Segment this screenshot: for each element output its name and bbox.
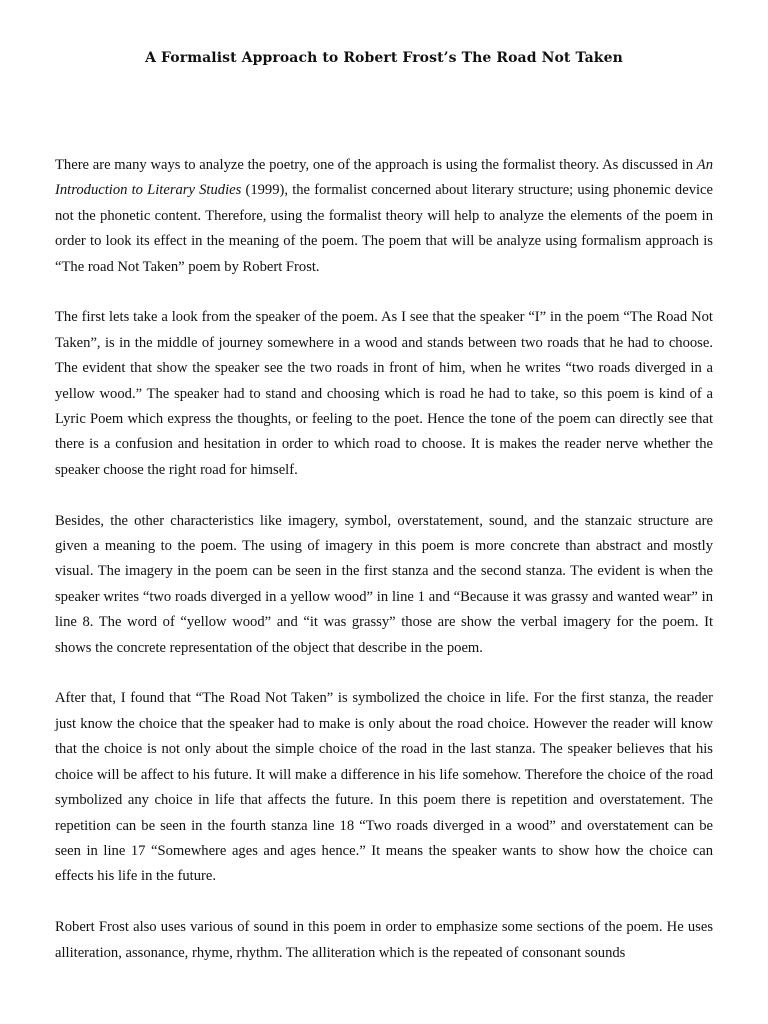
paragraph-1-text-end: (1999), the formalist concerned about literary structure; using phonemic device not the phonetic content. Therefore, using the formalist theory will help to analyze the elements of the poem in order to look its effect in the meaning of the poem. The poem that will be analyze using formalism approach is “The road Not Taken” poem by Robert Frost. [55, 182, 713, 275]
paragraph-3: Besides, the other characteristics like imagery, symbol, overstatement, sound, and the stanzaic structure are given a meaning to the poem. The using of imagery in this poem is more concrete than abstract and mostly visual. The imagery in the poem can be seen in the first stanza and the second stanza. The evident is when the speaker writes “two roads diverged in a yellow wood” in line 1 and “Because it was grassy and wanted wear” in line 8. The word of “yellow wood” and “it was grassy” those are show the verbal imagery for the poem. It shows the concrete representation of the object that describe in the poem. [55, 512, 713, 656]
paragraph-5: Robert Frost also uses various of sound in this poem in order to emphasize some sections of the poem. He uses alliteration, assonance, rhyme, rhythm. The alliteration which is the repeated of consonant sounds [55, 919, 713, 961]
paragraph-2: The first lets take a look from the speaker of the poem. As I see that the speaker “I” in the poem “The Road Not Taken”, is in the middle of journey somewhere in a wood and stands between two roads that he had to choose. The evident that show the speaker see the two roads in front of him, when he writes “two roads diverged in a yellow wood.” The speaker had to stand and choosing which is road he had to take, so this poem is kind of a Lyric Poem which express the thoughts, or feeling to the poet. Hence the tone of the poem can directly see that there is a confusion and hesitation in order to which road to choose. It is makes the reader nerve whether the speaker choose the right road for himself. [55, 309, 713, 478]
book-title-italic: An Introduction to Literary Studies [55, 157, 713, 199]
paragraph-1 [55, 153, 713, 280]
paragraph-1-text-start: There are many ways to analyze the poetry, one of the approach is using the formalist theory. As discussed in [55, 157, 697, 173]
document-title: A Formalist Approach to Robert Frost’s The Road Not Taken [145, 50, 623, 66]
document-body [55, 153, 713, 966]
paragraph-4: After that, I found that “The Road Not Taken” is symbolized the choice in life. For the first stanza, the reader just know the choice that the speaker had to make is only about the road choice. However the reader will know that the choice is not only about the simple choice of the road in the last stanza. The speaker believes that his choice will be affect to his future. It will make a difference in his life somehow. Therefore the choice of the road symbolized any choice in life that affects the future. In this poem there is repetition and overstatement. The repetition can be seen in the fourth stanza line 18 “Two roads diverged in a wood” and overstatement can be seen in line 17 “Somewhere ages and ages hence.” It means the speaker wants to show how the choice can effects his life in the future. [55, 690, 713, 885]
